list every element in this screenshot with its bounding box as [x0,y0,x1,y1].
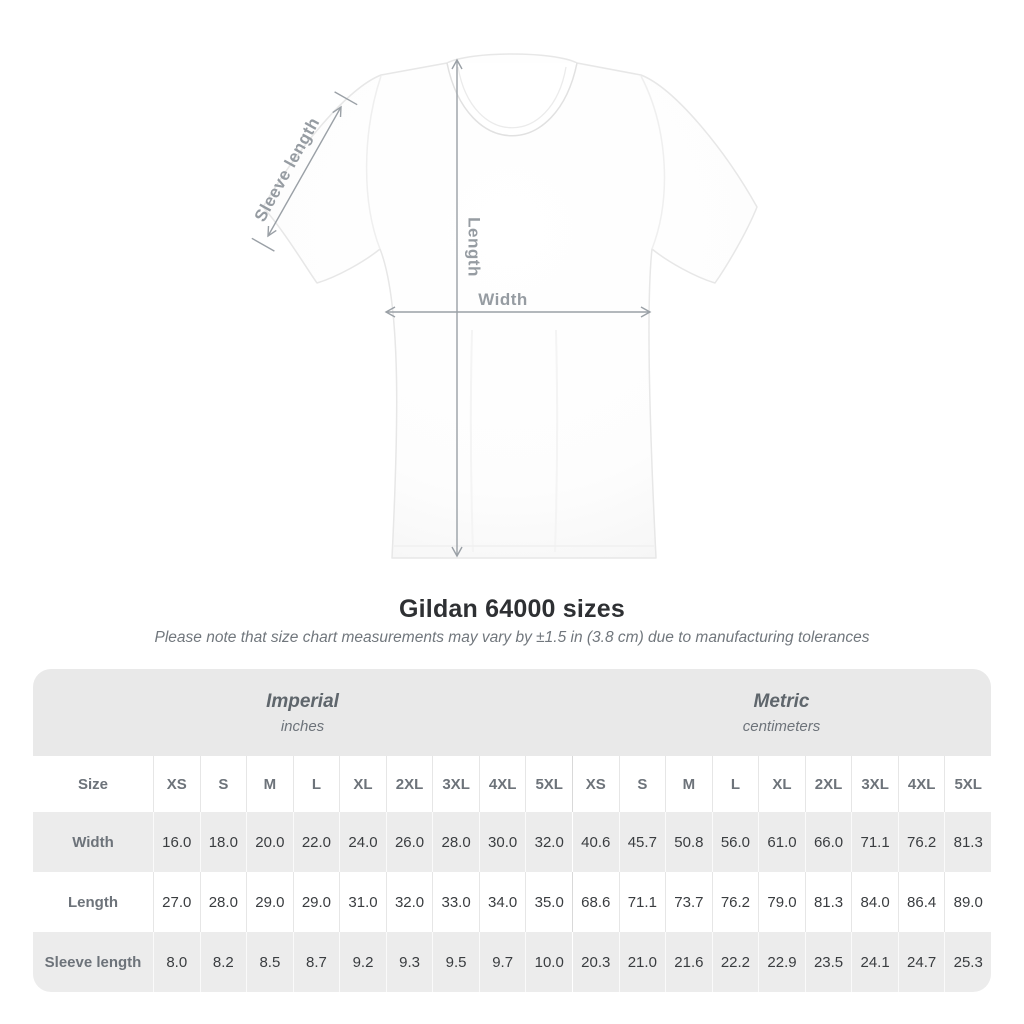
size-header-cell: 5XL [525,756,572,812]
size-header-cell: XS [572,756,619,812]
value-cell: 35.0 [525,872,572,932]
value-cell: 9.7 [479,932,526,992]
unit-group-imperial [33,669,572,756]
value-cell: 20.0 [246,812,293,872]
row-label-cell: Width [33,812,153,872]
value-cell: 18.0 [200,812,247,872]
unit-group-label: Imperial [266,690,339,712]
value-cell: 10.0 [525,932,572,992]
size-header-cell: XL [339,756,386,812]
value-cell: 8.5 [246,932,293,992]
size-header-cell: M [665,756,712,812]
value-cell: 32.0 [386,872,433,932]
value-cell: 9.3 [386,932,433,992]
size-header-cell: XL [758,756,805,812]
value-cell: 71.1 [851,812,898,872]
value-cell: 24.7 [898,932,945,992]
unit-group-sublabel: centimeters [742,717,821,735]
value-cell: 25.3 [944,932,991,992]
value-cell: 76.2 [898,812,945,872]
size-header-cell: 2XL [386,756,433,812]
value-cell: 23.5 [805,932,852,992]
value-cell: 56.0 [712,812,759,872]
value-cell: 61.0 [758,812,805,872]
value-cell: 86.4 [898,872,945,932]
value-cell: 22.2 [712,932,759,992]
value-cell: 50.8 [665,812,712,872]
width-label: Width [478,290,528,309]
size-header-cell: S [200,756,247,812]
value-cell: 33.0 [432,872,479,932]
value-cell: 8.7 [293,932,340,992]
value-cell: 29.0 [293,872,340,932]
size-column-header: Size [33,756,153,812]
value-cell: 32.0 [525,812,572,872]
sleeve-label: Sleeve length [250,114,324,225]
unit-group-sublabel: inches [280,717,325,735]
value-cell: 8.0 [153,932,200,992]
size-header-cell: L [712,756,759,812]
size-header-cell: M [246,756,293,812]
size-header-cell: 3XL [432,756,479,812]
tolerance-note: Please note that size chart measurements may vary by ±1.5 in (3.8 cm) due to manufacturing tolerances [154,629,870,646]
page-title: Gildan 64000 sizes [399,595,625,623]
size-header-cell: XS [153,756,200,812]
value-cell: 30.0 [479,812,526,872]
unit-group-metric [572,669,991,756]
size-header-cell: 4XL [898,756,945,812]
value-cell: 21.6 [665,932,712,992]
value-cell: 84.0 [851,872,898,932]
value-cell: 24.0 [339,812,386,872]
value-cell: 29.0 [246,872,293,932]
value-cell: 76.2 [712,872,759,932]
value-cell: 73.7 [665,872,712,932]
length-label: Length [464,217,484,277]
value-cell: 21.0 [619,932,666,992]
size-header-cell: 4XL [479,756,526,812]
value-cell: 8.2 [200,932,247,992]
value-cell: 81.3 [805,872,852,932]
value-cell: 71.1 [619,872,666,932]
value-cell: 22.9 [758,932,805,992]
value-cell: 79.0 [758,872,805,932]
size-header-cell: 5XL [944,756,991,812]
row-label-cell: Length [33,872,153,932]
value-cell: 20.3 [572,932,619,992]
value-cell: 9.5 [432,932,479,992]
size-header-cell: 2XL [805,756,852,812]
value-cell: 28.0 [432,812,479,872]
unit-group-label: Metric [753,690,810,712]
value-cell: 40.6 [572,812,619,872]
value-cell: 89.0 [944,872,991,932]
size-header-cell: 3XL [851,756,898,812]
value-cell: 45.7 [619,812,666,872]
size-header-cell: L [293,756,340,812]
size-header-cell: S [619,756,666,812]
value-cell: 34.0 [479,872,526,932]
value-cell: 31.0 [339,872,386,932]
value-cell: 68.6 [572,872,619,932]
value-cell: 27.0 [153,872,200,932]
row-label-cell: Sleeve length [33,932,153,992]
value-cell: 24.1 [851,932,898,992]
value-cell: 26.0 [386,812,433,872]
size-table [33,669,991,992]
value-cell: 16.0 [153,812,200,872]
value-cell: 22.0 [293,812,340,872]
value-cell: 9.2 [339,932,386,992]
value-cell: 66.0 [805,812,852,872]
value-cell: 28.0 [200,872,247,932]
value-cell: 81.3 [944,812,991,872]
